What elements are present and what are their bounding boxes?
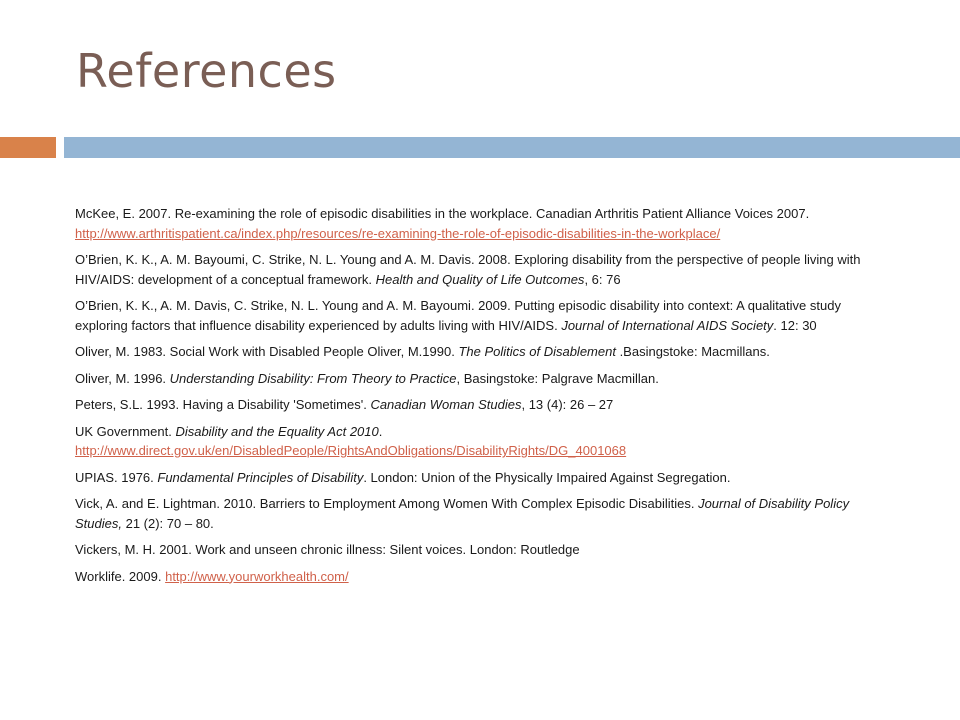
reference-item [75, 422, 897, 461]
ref-text: O’Brien, K. K., A. M. Davis, C. Strike, N. L. Young and A. M. Bayoumi. 2009. Putting episodic disability into context: A qualitative study exploring factors that influence disability experienced by adults living with HIV/AIDS. [75, 298, 841, 333]
ref-link[interactable]: http://www.arthritispatient.ca/index.php/resources/re-examining-the-role-of-episodic-disabilities-in-the-workplace/ [75, 225, 721, 241]
ref-text-end: . 12: 30 [773, 317, 817, 333]
ref-text: Oliver, M. 1996. [75, 370, 170, 386]
ref-text: UK Government. [75, 423, 176, 439]
ref-text-end: . London: Union of the Physically Impaired Against Segregation. [363, 469, 731, 485]
reference-item [75, 567, 897, 587]
ref-text: UPIAS. 1976. [75, 469, 158, 485]
ref-text: O’Brien, K. K., A. M. Bayoumi, C. Strike, N. L. Young and A. M. Davis. 2008. Exploring disability from the perspective of people living with HIV/AIDS: development of a conceptual framework. [75, 252, 861, 287]
ref-italic: Disability and the Equality Act 2010 [175, 423, 379, 439]
ref-text-end: .Basingstoke: Macmillans. [615, 344, 770, 359]
reference-item [75, 342, 897, 362]
reference-list [75, 204, 897, 593]
ref-text: Vick, A. and E. Lightman. 2010. Barriers to Employment Among Women With Complex Episodic Disabilities. [75, 496, 699, 511]
ref-text-end: , Basingstoke: Palgrave Macmillan. [456, 370, 659, 386]
ref-text: Vickers, M. H. 2001. Work and unseen chronic illness: Silent voices. London: Routledge [75, 542, 580, 557]
accent-bar-left [0, 137, 56, 158]
ref-text-end: . [378, 423, 383, 439]
reference-item [75, 296, 897, 335]
ref-text: McKee, E. 2007. Re-examining the role of episodic disabilities in the workplace. Canadian Arthritis Patient Alliance Voices 2007. [75, 206, 810, 221]
reference-item [75, 369, 897, 389]
ref-italic: Journal of Disability Policy Studies, [75, 496, 850, 531]
slide-title: References [76, 44, 337, 98]
ref-italic: Canadian Woman Studies [370, 397, 522, 412]
ref-link[interactable]: http://www.direct.gov.uk/en/DisabledPeople/RightsAndObligations/DisabilityRights/DG_4001068 [75, 443, 627, 458]
ref-italic: Fundamental Principles of Disability [157, 469, 364, 485]
ref-text: Oliver, M. 1983. Social Work with Disabled People Oliver, M.1990. [75, 344, 459, 359]
ref-link[interactable]: http://www.yourworkhealth.com/ [165, 568, 349, 584]
ref-italic: Understanding Disability: From Theory to Practice [169, 370, 457, 386]
ref-italic: Health and Quality of Life Outcomes [375, 271, 585, 287]
accent-bar-right [64, 137, 960, 158]
reference-item [75, 540, 897, 560]
reference-item [75, 395, 897, 415]
ref-text-end: , 6: 76 [584, 271, 621, 287]
ref-text-end: , 13 (4): 26 – 27 [521, 397, 614, 412]
reference-item [75, 468, 897, 488]
ref-italic: Journal of International AIDS Society [561, 317, 774, 333]
ref-text: Worklife. 2009. [75, 568, 166, 584]
reference-item [75, 494, 897, 533]
ref-text: Peters, S.L. 1993. Having a Disability 'Sometimes'. [75, 397, 371, 412]
ref-text-end: 21 (2): 70 – 80. [121, 515, 214, 531]
reference-item [75, 204, 897, 243]
reference-item [75, 250, 897, 289]
ref-italic: The Politics of Disablement [458, 344, 616, 359]
